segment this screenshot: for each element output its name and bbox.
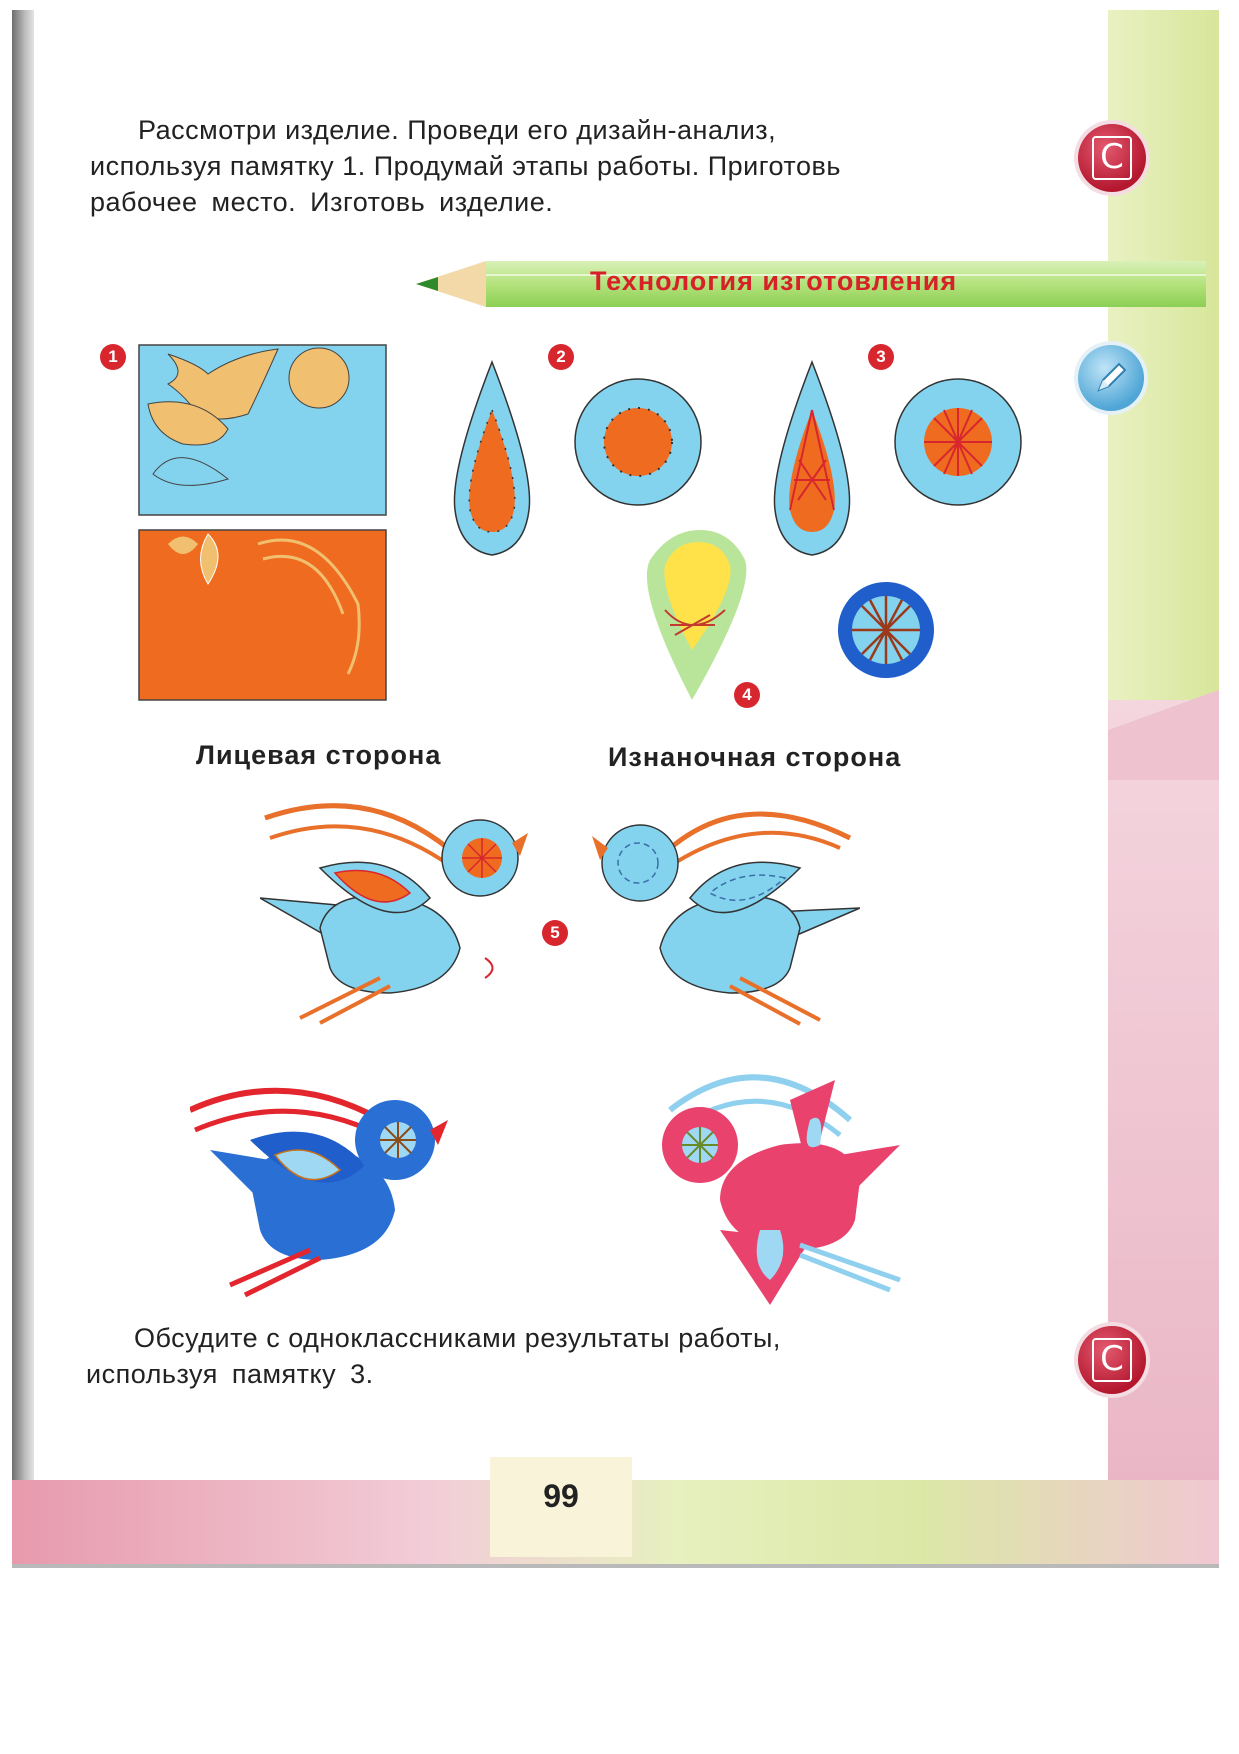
word: Проведи <box>407 115 520 145</box>
bird-front-diagram <box>260 788 540 1028</box>
word: его <box>527 115 569 145</box>
word: дизайн-анализ, <box>576 115 777 145</box>
finished-blue-bird-image <box>190 1070 450 1300</box>
collaboration-badge-top[interactable] <box>1078 124 1146 192</box>
word: Обсудите <box>134 1323 259 1353</box>
word: с <box>266 1323 281 1353</box>
pencil-icon <box>1091 358 1131 398</box>
step-number-1: 1 <box>100 344 126 370</box>
word: этапы <box>512 151 590 181</box>
word: результаты <box>524 1323 671 1353</box>
step4-finished-elements-image <box>630 530 970 710</box>
intro-line-3: рабочее место. Изготовь изделие. <box>90 187 554 217</box>
step1-templates-image <box>138 344 390 704</box>
intro-line-2 <box>90 148 1035 184</box>
section-title: Технология изготовления <box>590 266 958 296</box>
word: используя <box>90 151 222 181</box>
step-number-5: 5 <box>542 920 568 946</box>
page-number: 99 <box>543 1478 579 1514</box>
outro-paragraph <box>86 1320 1035 1392</box>
c-letter-icon: C <box>1092 136 1132 180</box>
intro-line-1 <box>90 112 1035 148</box>
caption-front-side: Лицевая сторона <box>196 740 442 770</box>
intro-paragraph <box>90 112 1035 220</box>
finished-pink-bird-image <box>650 1050 910 1310</box>
word: памятку <box>229 151 335 181</box>
word: 1. <box>342 151 366 181</box>
bird-back-diagram <box>580 788 860 1028</box>
side-decor-pink <box>1108 700 1219 1564</box>
side-decor-triangle <box>1108 640 1219 780</box>
bottom-shadow <box>12 1564 1219 1568</box>
step-number-4: 4 <box>734 682 760 708</box>
collaboration-badge-bottom[interactable] <box>1078 1326 1146 1394</box>
c-letter-icon: C <box>1092 1338 1132 1382</box>
pencil-badge[interactable] <box>1078 345 1144 411</box>
word: Продумай <box>373 151 505 181</box>
word: изделие. <box>285 115 400 145</box>
word: Приготовь <box>707 151 841 181</box>
word: одноклассниками <box>288 1323 517 1353</box>
word: Рассмотри <box>138 115 278 145</box>
page-binding <box>12 10 34 1564</box>
outro-line-1 <box>86 1320 1035 1356</box>
step-number-3: 3 <box>868 344 894 370</box>
step-number-2: 2 <box>548 344 574 370</box>
caption-back-side: Изнаночная сторона <box>608 742 902 772</box>
word: работы. <box>597 151 700 181</box>
word: работы, <box>678 1323 781 1353</box>
outro-line-2: используя памятку 3. <box>86 1359 374 1389</box>
